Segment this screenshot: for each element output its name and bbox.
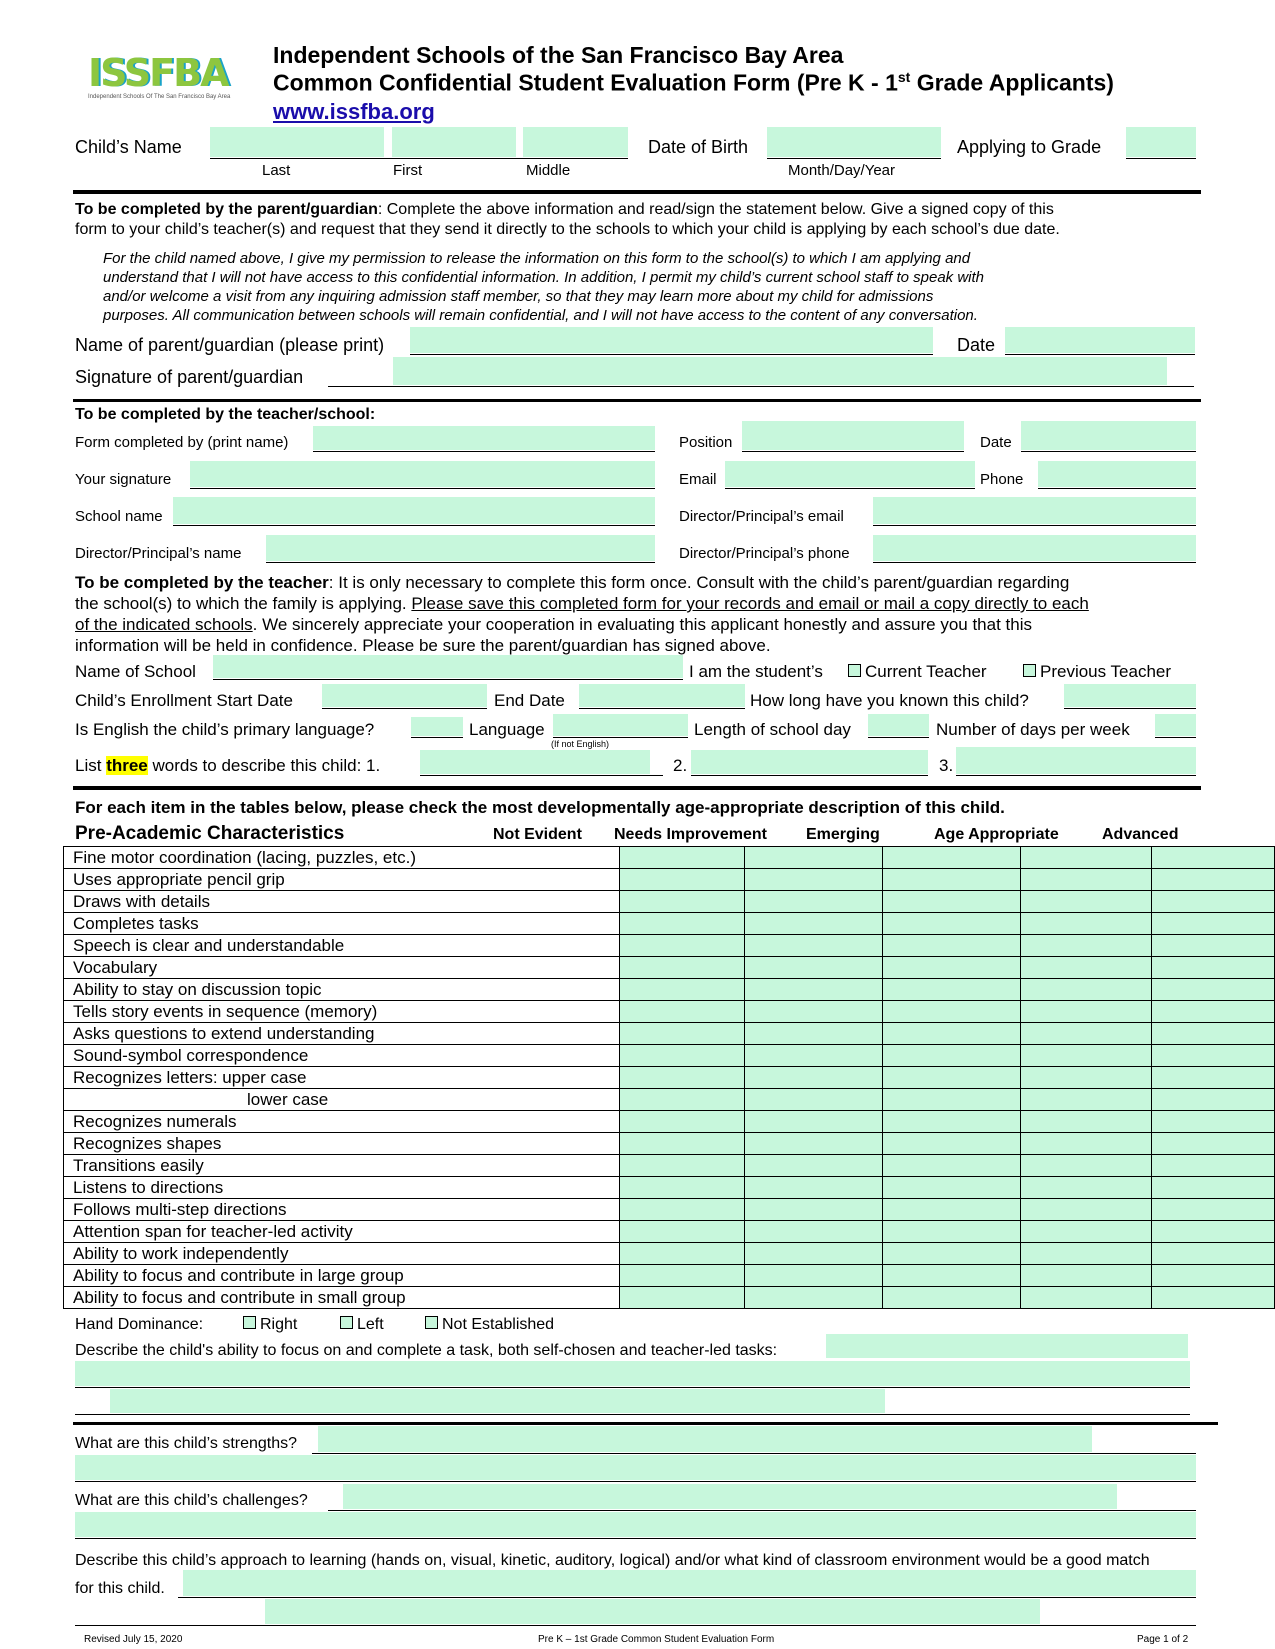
table-row [64, 1199, 1275, 1221]
rating-cell[interactable] [1021, 957, 1151, 979]
rating-cell[interactable] [620, 1023, 745, 1045]
table-row [64, 979, 1275, 1001]
rating-cell[interactable] [745, 1287, 882, 1309]
table-row [64, 847, 1275, 869]
previous-teacher-checkbox[interactable] [1023, 664, 1036, 677]
approach-field-2[interactable] [265, 1599, 1040, 1624]
table-row [64, 1243, 1275, 1265]
director-email-field[interactable] [873, 497, 1196, 524]
completed-by-label: Form completed by (print name) [75, 434, 289, 451]
row-label: Recognizes numerals [64, 1111, 620, 1133]
approach-field-1[interactable] [183, 1570, 1196, 1596]
table-row [64, 1155, 1275, 1177]
rating-cell[interactable] [1151, 869, 1274, 891]
rating-cell[interactable] [1151, 1199, 1274, 1221]
teacher-date-field[interactable] [1021, 421, 1196, 450]
dob-field[interactable] [767, 127, 941, 157]
rating-cell[interactable] [1151, 1089, 1274, 1111]
rating-cell[interactable] [745, 979, 882, 1001]
parent-date-field[interactable] [1005, 327, 1195, 353]
word1-field[interactable] [420, 750, 650, 774]
approach-question-line2: for this child. [75, 1580, 165, 1597]
approach-question-line1: Describe this child’s approach to learning (hands on, visual, kinetic, auditory, logical) and/or what kind of classroom environment would be a good match [75, 1552, 1150, 1569]
parent-name-field[interactable] [410, 327, 933, 353]
table-row [64, 1287, 1275, 1309]
teacher-school-heading: To be completed by the teacher/school: [75, 406, 376, 423]
completed-by-field[interactable] [313, 426, 655, 450]
row-label: Completes tasks [64, 913, 620, 935]
phone-label: Phone [980, 471, 1024, 488]
child-first-name-field[interactable] [392, 127, 516, 157]
row-label: Recognizes shapes [64, 1133, 620, 1155]
rating-cell[interactable] [1151, 935, 1274, 957]
rating-cell[interactable] [1021, 1067, 1151, 1089]
rating-cell[interactable] [620, 979, 745, 1001]
director-phone-field[interactable] [873, 535, 1196, 561]
rating-cell[interactable] [1021, 1199, 1151, 1221]
parent-date-label: Date [957, 335, 996, 355]
current-teacher-option[interactable]: Current Teacher [848, 662, 987, 682]
form-title-line1: Independent Schools of the San Francisco Bay Area [273, 42, 844, 68]
rating-cell[interactable] [882, 1287, 1020, 1309]
email-field[interactable] [725, 461, 975, 487]
rating-cell[interactable] [882, 1133, 1020, 1155]
row-label: Recognizes letters: upper case [64, 1067, 620, 1089]
hand-not-established-option[interactable]: Not Established [425, 1316, 554, 1334]
focus-field-1[interactable] [826, 1334, 1188, 1358]
end-date-field[interactable] [579, 684, 745, 707]
rating-cell[interactable] [1021, 1177, 1151, 1199]
length-day-field[interactable] [868, 714, 929, 736]
child-last-name-field[interactable] [210, 127, 384, 157]
issfba-logo [88, 52, 238, 104]
rating-cell[interactable] [745, 1177, 882, 1199]
rating-cell[interactable] [620, 935, 745, 957]
school-name-field[interactable] [173, 497, 655, 524]
row-label: Ability to stay on discussion topic [64, 979, 620, 1001]
rating-cell[interactable] [1151, 891, 1274, 913]
rating-cell[interactable] [745, 957, 882, 979]
row-label: Ability to focus and contribute in large group [64, 1265, 620, 1287]
evaluation-table [63, 846, 1275, 1309]
rating-cell[interactable] [882, 979, 1020, 1001]
director-email-label: Director/Principal’s email [679, 508, 844, 525]
focus-field-2[interactable] [75, 1361, 1190, 1386]
phone-field[interactable] [1038, 461, 1196, 487]
grade-label: Applying to Grade [957, 137, 1102, 157]
table-row [64, 1023, 1275, 1045]
rating-cell[interactable] [1151, 1265, 1274, 1287]
rating-cell[interactable] [620, 869, 745, 891]
rating-cell[interactable] [620, 847, 745, 869]
english-primary-label: Is English the child’s primary language? [75, 720, 375, 739]
rating-cell[interactable] [1021, 1265, 1151, 1287]
row-label: Vocabulary [64, 957, 620, 979]
rating-cell[interactable] [620, 891, 745, 913]
end-date-label: End Date [494, 691, 565, 710]
rating-cell[interactable] [1021, 1243, 1151, 1265]
rating-cell[interactable] [882, 1089, 1020, 1111]
rating-cell[interactable] [745, 1111, 882, 1133]
rating-cell[interactable] [1021, 979, 1151, 1001]
rating-cell[interactable] [745, 1221, 882, 1243]
col-age-appropriate: Age Appropriate [934, 826, 1059, 843]
row-label: Follows multi-step directions [64, 1199, 620, 1221]
rating-cell[interactable] [620, 1177, 745, 1199]
rating-cell[interactable] [882, 1111, 1020, 1133]
rating-cell[interactable] [1151, 1243, 1274, 1265]
rating-cell[interactable] [1021, 1111, 1151, 1133]
child-middle-name-field[interactable] [523, 127, 628, 157]
table-row [64, 1111, 1275, 1133]
last-hint: Last [262, 162, 291, 179]
rating-cell[interactable] [620, 1221, 745, 1243]
rating-cell[interactable] [882, 1045, 1020, 1067]
table-row [64, 1133, 1275, 1155]
rating-cell[interactable] [620, 1287, 745, 1309]
rating-cell[interactable] [1151, 847, 1274, 869]
rating-cell[interactable] [882, 1155, 1020, 1177]
rating-cell[interactable] [620, 1133, 745, 1155]
your-signature-label: Your signature [75, 471, 172, 488]
row-label: Draws with details [64, 891, 620, 913]
rating-cell[interactable] [1021, 891, 1151, 913]
parent-intro: To be completed by the parent/guardian: Complete the above information and read/sign the statement below. Give a signed copy of this [75, 201, 1054, 218]
hand-right-option[interactable]: Right [243, 1316, 297, 1334]
strengths-field-1[interactable] [318, 1426, 1092, 1452]
rating-cell[interactable] [882, 1265, 1020, 1287]
position-field[interactable] [742, 421, 964, 450]
row-label: Fine motor coordination (lacing, puzzles, etc.) [64, 847, 620, 869]
rating-cell[interactable] [882, 891, 1020, 913]
rating-cell[interactable] [1151, 979, 1274, 1001]
rating-cell[interactable] [620, 1111, 745, 1133]
hand-left-option[interactable]: Left [340, 1316, 384, 1334]
table-instruction: For each item in the tables below, please check the most developmentally age-appropriate description of this child. [75, 798, 1005, 817]
rating-cell[interactable] [1021, 935, 1151, 957]
rating-cell[interactable] [620, 1089, 745, 1111]
director-name-field[interactable] [266, 535, 655, 561]
form-title-line2: Common Confidential Student Evaluation Form (Pre K - 1st Grade Applicants) [273, 69, 1114, 96]
row-label: Listens to directions [64, 1177, 620, 1199]
rating-cell[interactable] [882, 1177, 1020, 1199]
rating-cell[interactable] [1021, 847, 1151, 869]
rating-cell[interactable] [745, 1001, 882, 1023]
rating-cell[interactable] [1021, 1287, 1151, 1309]
table-row [64, 1089, 1275, 1111]
i-am-label: I am the student’s [689, 662, 823, 681]
footer-revised: Revised July 15, 2020 [84, 1634, 183, 1645]
rating-cell[interactable] [745, 847, 882, 869]
rating-cell[interactable] [1151, 1045, 1274, 1067]
row-label: Sound-symbol correspondence [64, 1045, 620, 1067]
table-row [64, 1177, 1275, 1199]
director-name-label: Director/Principal’s name [75, 545, 242, 562]
rating-cell[interactable] [1021, 1001, 1151, 1023]
row-label: Attention span for teacher-led activity [64, 1221, 620, 1243]
rating-cell[interactable] [1151, 1287, 1274, 1309]
row-label: Ability to work independently [64, 1243, 620, 1265]
length-day-label: Length of school day [694, 720, 851, 739]
how-long-label: How long have you known this child? [750, 691, 1029, 710]
strengths-question: What are this child’s strengths? [75, 1435, 298, 1452]
col-needs-improvement: Needs Improvement [614, 826, 767, 843]
grade-field[interactable] [1126, 127, 1196, 157]
first-hint: First [393, 162, 423, 179]
rating-cell[interactable] [620, 957, 745, 979]
teacher-date-label: Date [980, 434, 1012, 451]
logo-subtext: Independent Schools Of The San Francisco Bay Area [88, 94, 231, 100]
rating-cell[interactable] [1021, 1133, 1151, 1155]
rating-cell[interactable] [1021, 1221, 1151, 1243]
challenges-field-2[interactable] [75, 1512, 1196, 1537]
rating-cell[interactable] [1151, 1111, 1274, 1133]
rating-cell[interactable] [1021, 913, 1151, 935]
how-long-field[interactable] [1064, 684, 1196, 707]
row-label: Asks questions to extend understanding [64, 1023, 620, 1045]
teacher-intro: To be completed by the teacher: It is only necessary to complete this form once. Consult with the child’s parent/guardian regarding the school(s) to which the family is applying. Please save this completed form for your records and email or mail a copy directly to each of the indicated schools. We sincerely appreciate your cooperation in evaluating this applicant honestly and assure you that this information will be held in confidence. Please be sure the parent/guardian has signed above. [75, 573, 1089, 655]
row-label: lower case [64, 1089, 620, 1111]
hand-dominance-label: Hand Dominance: [75, 1316, 204, 1333]
rating-cell[interactable] [882, 847, 1020, 869]
language-label: Language [469, 720, 545, 739]
rating-cell[interactable] [620, 1045, 745, 1067]
table-row [64, 891, 1275, 913]
table-row [64, 1221, 1275, 1243]
focus-field-3[interactable] [110, 1389, 885, 1413]
hand-not-established-checkbox[interactable] [425, 1316, 438, 1329]
col-not-evident: Not Evident [493, 826, 582, 843]
word2-number: 2. [673, 756, 688, 775]
rating-cell[interactable] [882, 1001, 1020, 1023]
language-field[interactable] [553, 714, 688, 736]
word2-field[interactable] [691, 750, 928, 774]
middle-hint: Middle [526, 162, 571, 179]
child-name-label: Child’s Name [75, 137, 182, 157]
logo-wordmark: ISSFBA [88, 51, 228, 95]
row-label: Ability to focus and contribute in small group [64, 1287, 620, 1309]
dob-hint: Month/Day/Year [788, 162, 896, 179]
rating-cell[interactable] [882, 1023, 1020, 1045]
footer-page-number: Page 1 of 2 [1137, 1634, 1189, 1645]
previous-teacher-option[interactable]: Previous Teacher [1023, 662, 1171, 682]
rating-cell[interactable] [745, 1155, 882, 1177]
word3-number: 3. [939, 756, 954, 775]
rating-cell[interactable] [882, 1221, 1020, 1243]
days-week-field[interactable] [1155, 714, 1196, 736]
word3-field[interactable] [956, 747, 1196, 774]
director-phone-label: Director/Principal’s phone [679, 545, 850, 562]
table-row [64, 1067, 1275, 1089]
challenges-question: What are this child’s challenges? [75, 1492, 308, 1509]
table-row [64, 1001, 1275, 1023]
focus-question: Describe the child's ability to focus on and complete a task, both self-chosen and teacher-led tasks: [75, 1342, 778, 1359]
hand-right-checkbox[interactable] [243, 1316, 256, 1329]
rating-cell[interactable] [620, 913, 745, 935]
rating-cell[interactable] [620, 1265, 745, 1287]
strengths-field-2[interactable] [75, 1455, 1196, 1480]
rating-cell[interactable] [1151, 1023, 1274, 1045]
table-row [64, 957, 1275, 979]
rating-cell[interactable] [620, 1243, 745, 1265]
current-teacher-checkbox[interactable] [848, 664, 861, 677]
name-of-school-label: Name of School [75, 662, 196, 681]
rating-cell[interactable] [745, 1089, 882, 1111]
school-name-label: School name [75, 508, 163, 525]
rating-cell[interactable] [620, 1155, 745, 1177]
rating-cell[interactable] [882, 957, 1020, 979]
rating-cell[interactable] [1151, 957, 1274, 979]
rating-cell[interactable] [1151, 913, 1274, 935]
row-label: Transitions easily [64, 1155, 620, 1177]
challenges-field-1[interactable] [343, 1484, 1117, 1509]
footer-form-name: Pre K – 1st Grade Common Student Evaluation Form [538, 1634, 775, 1645]
rating-cell[interactable] [745, 1265, 882, 1287]
rating-cell[interactable] [620, 1067, 745, 1089]
rating-cell[interactable] [882, 913, 1020, 935]
days-week-label: Number of days per week [936, 720, 1130, 739]
rating-cell[interactable] [882, 1199, 1020, 1221]
rating-cell[interactable] [1021, 1089, 1151, 1111]
rating-cell[interactable] [745, 1199, 882, 1221]
rating-cell[interactable] [745, 913, 882, 935]
email-label: Email [679, 471, 717, 488]
rating-cell[interactable] [745, 891, 882, 913]
rating-cell[interactable] [1151, 1001, 1274, 1023]
section-title: Pre-Academic Characteristics [75, 823, 345, 844]
three-words-label: List three words to describe this child: 1. [75, 756, 381, 775]
rating-cell[interactable] [882, 935, 1020, 957]
table-row [64, 869, 1275, 891]
parent-name-label: Name of parent/guardian (please print) [75, 335, 385, 355]
table-row [64, 1045, 1275, 1067]
website-link[interactable]: www.issfba.org [273, 99, 435, 124]
rating-cell[interactable] [745, 1045, 882, 1067]
rating-cell[interactable] [1021, 1045, 1151, 1067]
rating-cell[interactable] [745, 935, 882, 957]
table-row [64, 1265, 1275, 1287]
your-signature-field[interactable] [190, 461, 655, 487]
permission-statement: For the child named above, I give my permission to release the information on this form to the school(s) to which I am applying and understand that I will not have access to this confidential information. In addition, I permit my child’s current school staff to speak with and/or welcome a visit from any inquiring admission staff member, so that they may learn more about my child for admissions purposes. All communication between schools will remain confidential, and I will not have access to the content of any conversation. [103, 250, 985, 324]
rating-cell[interactable] [1151, 1155, 1274, 1177]
rating-cell[interactable] [882, 869, 1020, 891]
rating-cell[interactable] [1151, 1177, 1274, 1199]
rating-cell[interactable] [1151, 1133, 1274, 1155]
rating-cell[interactable] [1021, 869, 1151, 891]
rating-cell[interactable] [1021, 1023, 1151, 1045]
rating-cell[interactable] [745, 869, 882, 891]
start-date-field[interactable] [322, 684, 487, 707]
rating-cell[interactable] [620, 1199, 745, 1221]
parent-intro-line2: form to your child’s teacher(s) and request that they send it directly to the schools to which your child is applying by each school’s due date. [75, 221, 1060, 238]
if-not-english-hint: (If not English) [551, 739, 610, 749]
name-of-school-field[interactable] [213, 655, 683, 678]
table-row [64, 913, 1275, 935]
row-label: Uses appropriate pencil grip [64, 869, 620, 891]
parent-signature-label: Signature of parent/guardian [75, 367, 304, 387]
rating-cell[interactable] [1151, 1221, 1274, 1243]
rating-cell[interactable] [882, 1067, 1020, 1089]
position-label: Position [679, 434, 733, 451]
rating-cell[interactable] [745, 1067, 882, 1089]
rating-cell[interactable] [745, 1243, 882, 1265]
table-row [64, 935, 1275, 957]
row-label: Tells story events in sequence (memory) [64, 1001, 620, 1023]
rating-cell[interactable] [1151, 1067, 1274, 1089]
english-primary-field[interactable] [411, 717, 463, 736]
parent-signature-field[interactable] [393, 357, 1167, 385]
col-emerging: Emerging [806, 826, 880, 843]
start-date-label: Child’s Enrollment Start Date [75, 691, 293, 710]
hand-left-checkbox[interactable] [340, 1316, 353, 1329]
rating-cell[interactable] [1021, 1155, 1151, 1177]
rating-cell[interactable] [620, 1001, 745, 1023]
rating-cell[interactable] [745, 1023, 882, 1045]
rating-cell[interactable] [882, 1243, 1020, 1265]
col-advanced: Advanced [1102, 826, 1179, 843]
dob-label: Date of Birth [648, 137, 749, 157]
row-label: Speech is clear and understandable [64, 935, 620, 957]
rating-cell[interactable] [745, 1133, 882, 1155]
